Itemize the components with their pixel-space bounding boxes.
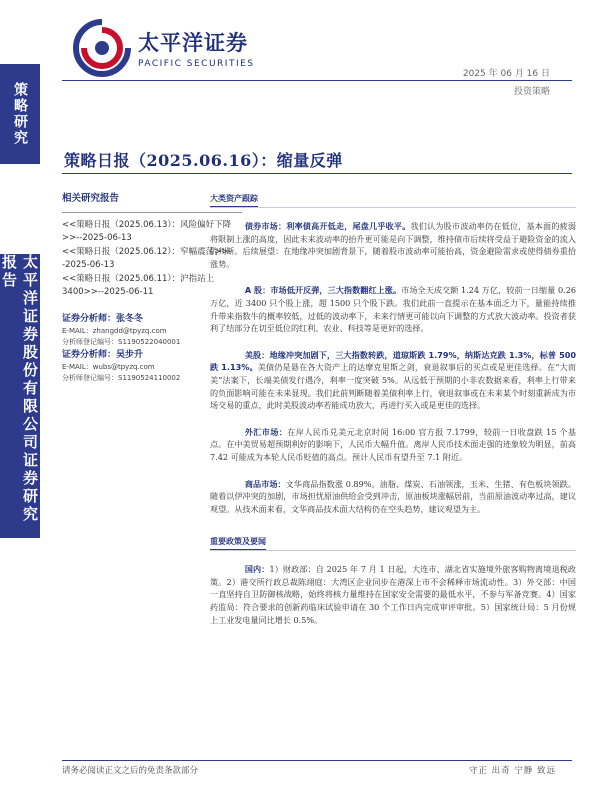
analyst-registration: 分析师登记编号：S1190524110002	[62, 374, 181, 382]
domestic-news-paragraph: 国内：1）财政部：自 2025 年 7 月 1 日起，大连市、湖北省实施境外旅客购物离境退税政策。2）港交所行政总裁陈翊庭：大湾区企业同步在港深上市不会稀释市场流动性。3）外交部：中国一直坚持自卫防御核战略，始终将核力量维持在国家安全需要的最低水平，不参与军备竞赛。4）国家药监局：符合要求的创新药临床试验申请在 30 个工作日内完成审评审批。5）国家统计局：5 月份规上工业发电量同比增长 0.5%。	[210, 564, 576, 625]
fx-market-paragraph: 外汇市场：在岸人民币兑美元北京时间 16:00 官方报 7.1799，较前一日收盘跌 15 个基点。在中美贸易超预期利好的影响下，人民币大幅升值。离岸人民币技术面走强的迹象较为明显，前高 7.42 可能成为本轮人民币贬值的高点。预计人民币有望升至 7.1 附近。	[210, 426, 576, 462]
brand-name-en: PACIFIC SECURITIES	[138, 59, 255, 69]
pacific-securities-logo-icon	[72, 18, 132, 78]
title-divider	[62, 173, 572, 174]
commodity-market-paragraph: 商品市场：文华商品指数涨 0.89%。油脂、煤炭、石油领涨，玉米、生猪、有色板块领跌。随着以伊冲突的加剧，市场担忧原油供给会受到冲击，原油板块涨幅居前，当前原油波动率过高，建议观望。从技术面来看，文华商品技术面大结构仍在空头趋势，建议观望为主。	[210, 478, 576, 514]
related-report-link[interactable]: <<策略日报（2025.06.12）：窄幅震荡>>--2025-06-13	[62, 247, 232, 270]
analyst-registration: 分析师登记编号：S1190522040001	[62, 338, 181, 346]
section-heading-bar	[210, 186, 576, 208]
section-heading-bar	[210, 529, 576, 551]
bond-market-paragraph: 债券市场：利率债高开低走，尾盘几乎收平。我们认为股市波动率仍在低位，基本面的疲弱将限制上涨的高度，因此未来波动率的抬升更可能是向下调整，维持债市后续将受益于避险资金的流入的判断。后续展望：在地缘冲突加剧背景下，随着股市波动率可能抬高，资金避险需求或使得债券重拾涨势。	[210, 221, 576, 269]
report-type: 投资策略	[513, 87, 550, 97]
header-divider	[62, 80, 572, 81]
report-date: 2025 年 06 月 16 日	[462, 69, 550, 79]
related-reports-heading: 相关研究报告	[62, 193, 120, 204]
analyst-email[interactable]: E-MAIL：zhangdd@tpyzq.com	[62, 327, 167, 335]
analyst-email[interactable]: E-MAIL：wubs@tpyzq.com	[62, 363, 155, 371]
brand-name-cn: 太平洋证券	[138, 31, 248, 55]
sidebar-company-label: 太平洋证券股份有限公司证券研究报告	[0, 254, 39, 524]
asset-tracking-heading: 大类资产跟踪	[210, 193, 258, 207]
us-stock-paragraph: 美股：地缘冲突加剧下，三大指数转跌，道琼斯跌 1.79%，纳斯达克跌 1.3%，标普 500 跌 1.13%。美债仍是悬在各大资产上的达摩克里斯之剑，衰退叙事后的买点或是更佳选择。在“大而美”法案下，长端美债发行遇冷，利率一度突破 5%。从远低于预期的小非农数据来看，利率上行带来的负面影响可能在未来显现。我们此前判断随着美债利率上行，衰退叙事或在未来某个时刻重新成为市场交易的重点，此时美股波动率若能成功放大，再进行买入或是更佳的选择。	[210, 349, 576, 411]
analyst-name: 证券分析师：吴步升	[62, 350, 144, 360]
related-report-link[interactable]: <<策略日报（2025.06.13）：风险偏好下降>>--2025-06-13	[62, 220, 232, 243]
main-content	[210, 186, 576, 640]
sidebar-company-band	[0, 254, 40, 538]
footer-divider	[62, 760, 572, 761]
company-logo	[72, 18, 255, 78]
policy-news-heading: 重要政策及要闻	[210, 536, 266, 550]
a-share-paragraph: A 股：市场低开反弹，三大指数翻红上涨。市场全天成交额 1.24 万亿，较前一日缩量 0.26 万亿，近 3400 只个股上涨，超 1500 只个股下跌。我们此前一直提示在基本面乏力下，量能持续推升带来指数牛的概率较低，过低的波动率下，未来行情更可能以向下调整的方式放大波动率。投资者获利了结部分在切至低位的红利、农业、科技等是更好的选择。	[210, 285, 576, 334]
analyst-name: 证券分析师：张冬冬	[62, 314, 144, 324]
sidebar-category-band	[0, 64, 40, 164]
report-title: 策略日报（2025.06.16）：缩量反弹	[64, 151, 343, 170]
sidebar-category-label: 策略研究	[12, 82, 28, 146]
related-report-link[interactable]: <<策略日报（2025.06.11）：沪指站上3400>>--2025-06-11	[62, 274, 215, 297]
footer-motto: 守正 出奇 宁静 致远	[468, 766, 556, 776]
footer-disclaimer: 请务必阅读正文之后的免责条款部分	[62, 766, 199, 776]
